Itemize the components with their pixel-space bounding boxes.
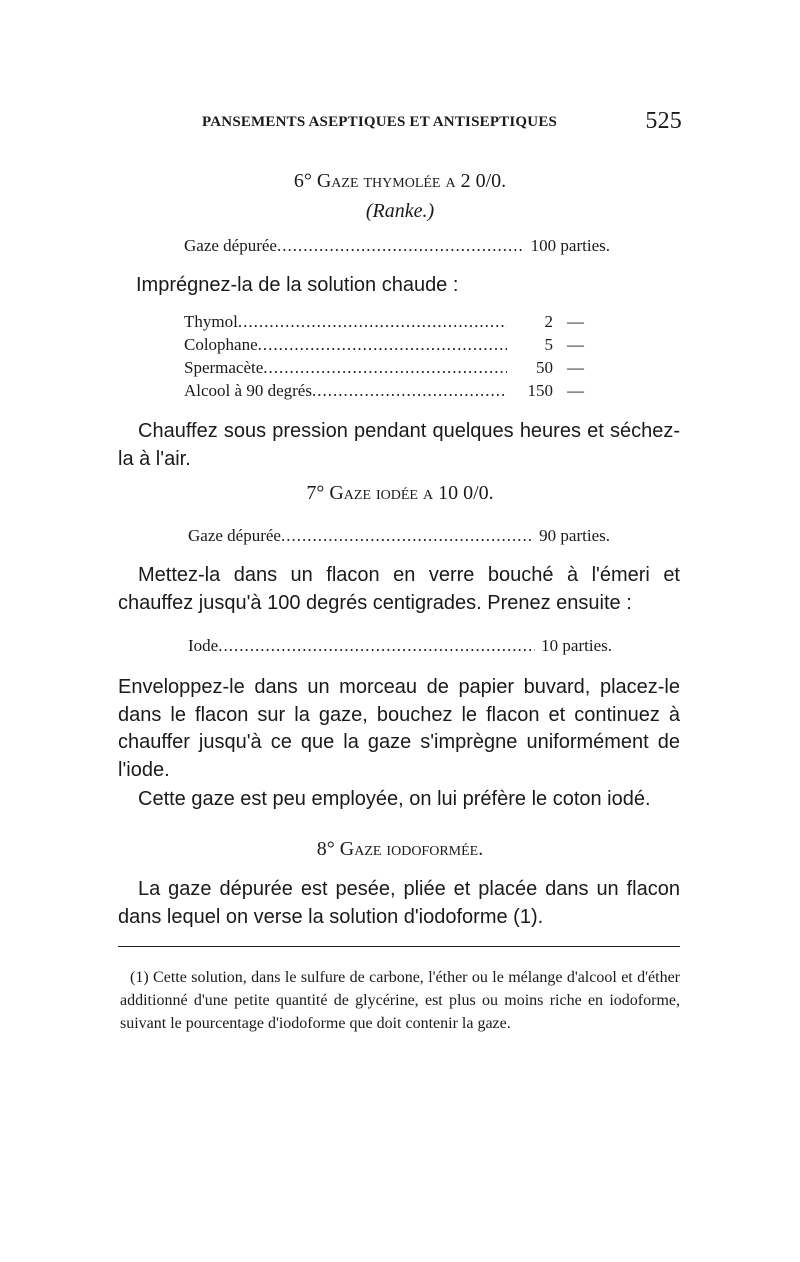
ingredient-qty: 5 [544,335,553,354]
leader-dots [258,335,507,355]
recipe-line [184,335,584,355]
section-8-title: 8° Gaze iodoformée. [316,838,484,860]
ingredient-name: Gaze dépurée [184,236,277,255]
footnote-separator [118,946,680,947]
leader-dots [281,526,533,546]
ingredient-unit: — [567,358,584,377]
ingredient-qty: 2 [544,312,553,331]
ingredient-name: Alcool à 90 degrés [184,381,312,400]
footnote: (1) Cette solution, dans le sulfure de carbone, l'éther ou le mélange d'alcool et d'éther additionné d'une petite quantité de glycérine, est plus ou moins riche en iodoforme, suivant le pourcentage d'iodoforme que doit contenir la gaze. [120,969,680,1032]
leader-dots [277,236,525,256]
ingredient-name: Colophane [184,335,258,354]
ingredient-unit: — [567,381,584,400]
leader-dots [263,358,507,378]
recipe-line-base-7 [188,526,610,546]
section-7-instruction: Mettez-la dans un flacon en verre bouché à l'émeri et chauffez jusqu'à 100 degrés centigrades. Prenez ensuite : [118,564,680,614]
page-number: 525 [645,108,682,134]
recipe-line [184,381,584,401]
ingredient-unit: — [567,335,584,354]
ingredient-name: Thymol [184,312,238,331]
recipe-line [184,358,584,378]
running-title: PANSEMENTS ASEPTIQUES ET ANTISEPTIQUES [202,114,558,130]
ingredient-qty: 150 [527,381,553,400]
running-header [202,108,682,134]
leader-dots [238,312,507,332]
section-7-title: 7° Gaze iodée a 10 0/0. [306,482,494,504]
section-7-paragraph-1: Enveloppez-le dans un morceau de papier buvard, placez-le dans le flacon sur la gaze, bouchez le flacon et continuez à chauffer jusqu'à ce que la gaze s'imprègne uniformément de l'iode. [118,676,680,781]
ingredient-qty: 10 parties. [541,636,612,655]
section-8-paragraph: La gaze dépurée est pesée, pliée et placée dans un flacon dans lequel on verse la solution d'iodoforme (1). [118,878,680,928]
section-6-instruction: Imprégnez-la de la solution chaude : [136,274,459,296]
section-6-title: 6° Gaze thymolée a 2 0/0. [293,170,507,192]
recipe-line-iode [188,636,612,656]
ingredient-qty: 90 parties. [539,526,610,545]
ingredient-name: Iode [188,636,219,655]
section-6-author: (Ranke.) [365,200,435,222]
ingredient-name: Spermacète [184,358,264,377]
recipe-line [184,312,584,332]
ingredient-unit: — [567,312,584,331]
recipe-line-base-6 [184,236,610,256]
section-6-closing: Chauffez sous pression pendant quelques heures et séchez-la à l'air. [118,420,680,470]
ingredient-name: Gaze dépurée [188,526,281,545]
leader-dots [218,636,535,656]
section-7-paragraph-2: Cette gaze est peu employée, on lui préfère le coton iodé. [138,788,651,810]
ingredient-qty: 100 parties. [530,236,610,255]
ingredient-qty: 50 [536,358,553,377]
leader-dots [312,381,507,401]
